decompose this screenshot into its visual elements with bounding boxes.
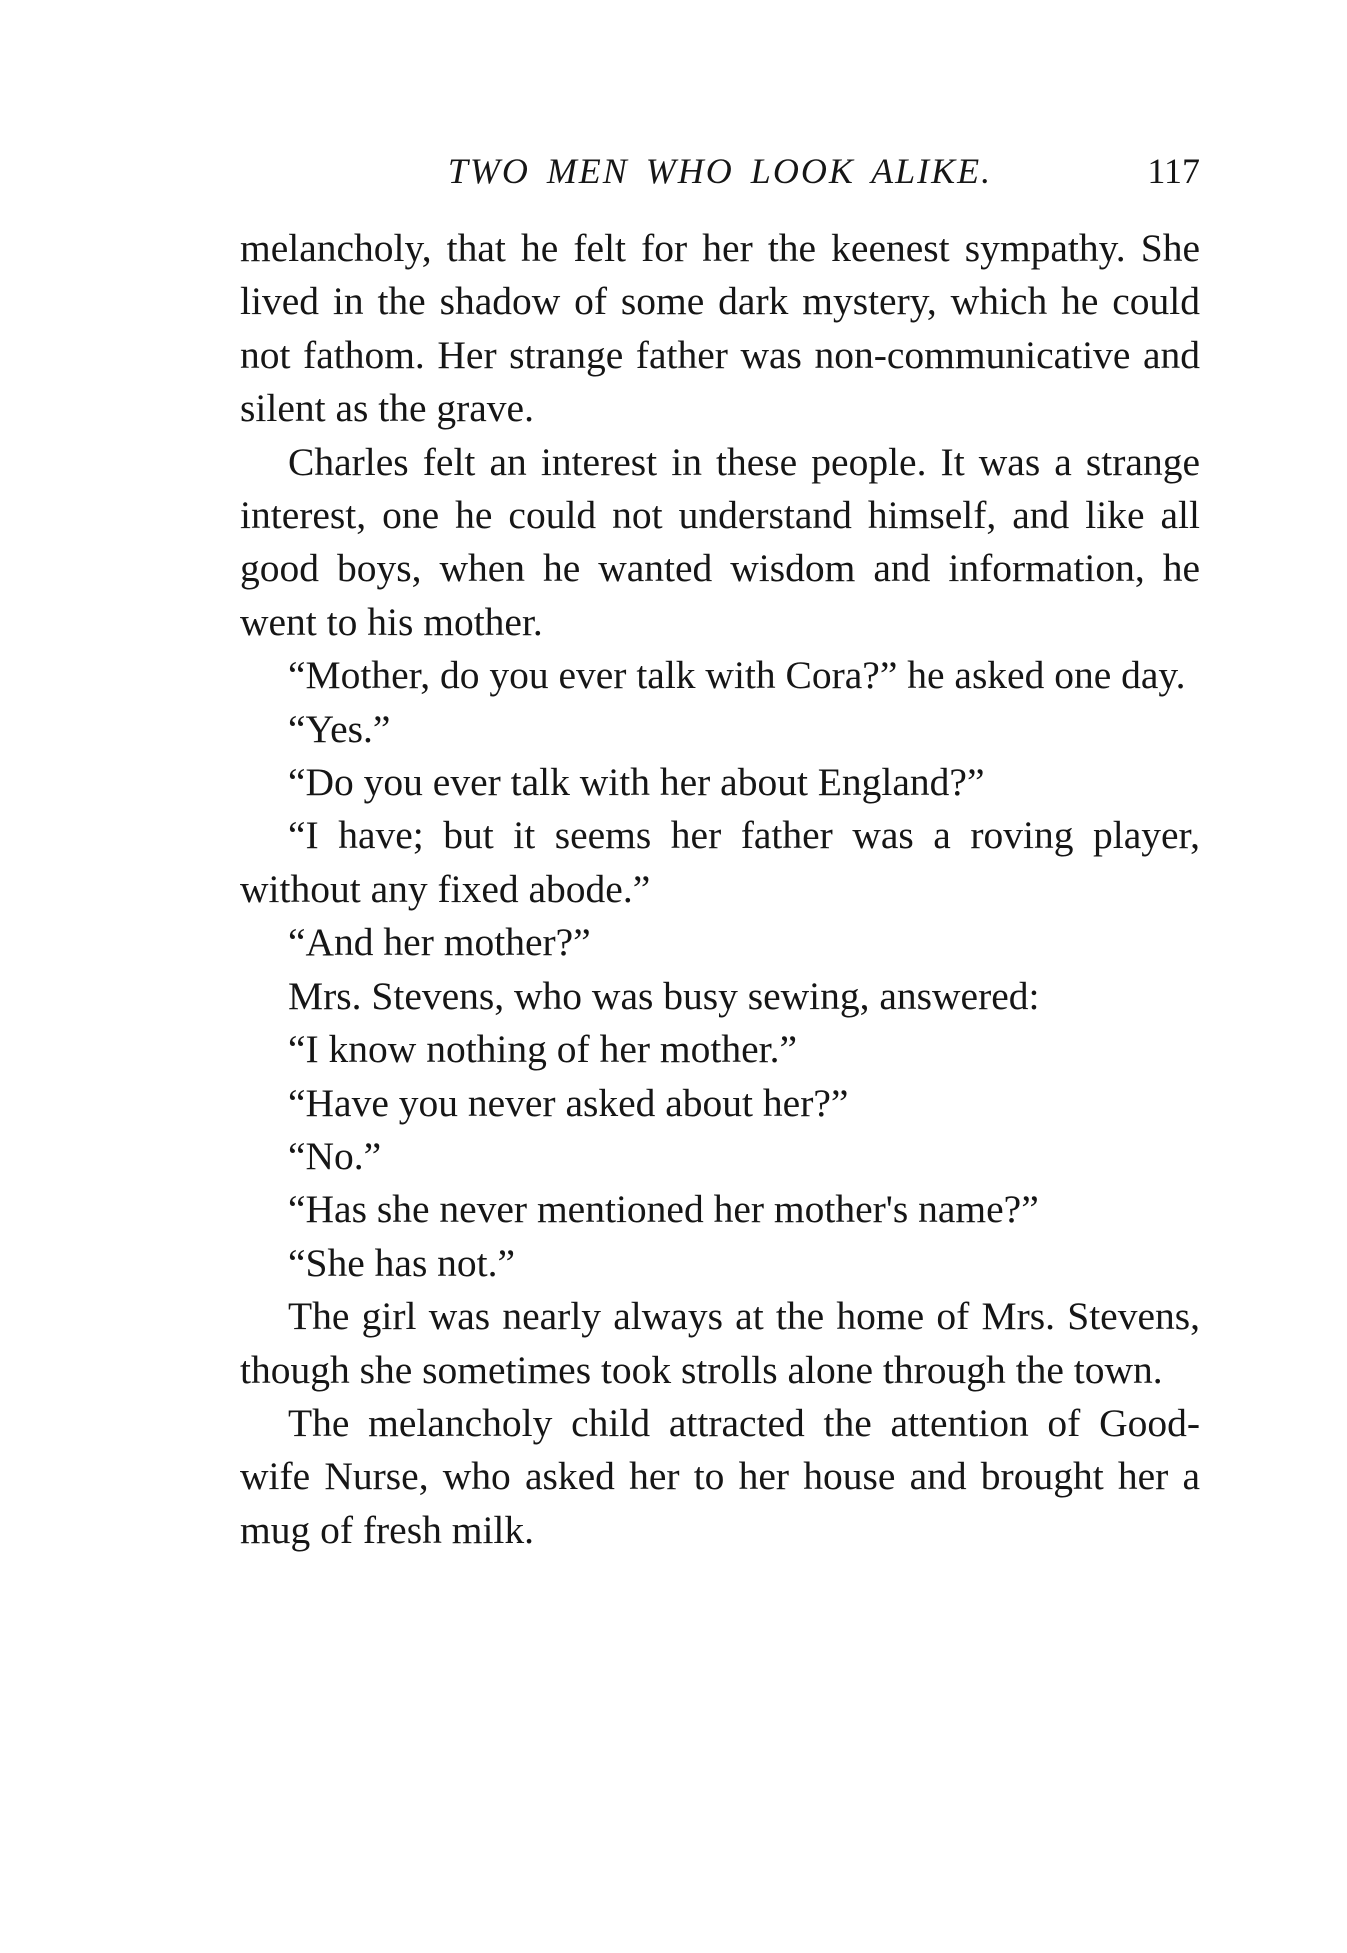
paragraph: “Mother, do you ever talk with Cora?” he asked one day. <box>288 653 1186 698</box>
paragraph: melancholy, that he felt for her the keenest sympathy. She lived in the shadow of some dark mystery, which he could not fathom. Her strange father was non-communicative and silent as the grave. <box>240 226 1200 431</box>
paragraph: “Has she never mentioned her mother's name?” <box>288 1187 1039 1232</box>
paragraph: “And her mother?” <box>288 920 591 965</box>
paragraph: “No.” <box>288 1133 382 1178</box>
page-number: 117 <box>1147 151 1200 191</box>
paragraph: Charles felt an interest in these people. It was a strange interest, one he could not understand himself, and like all good boys, when he wanted wisdom and information, he went to his mother. <box>240 439 1200 644</box>
paragraph: The melancholy child attracted the attention of Good-wife Nurse, who asked her to her house and brought her a mug of fresh milk. <box>240 1400 1200 1552</box>
paragraph: “Yes.” <box>288 706 391 751</box>
body-text <box>240 222 1200 1557</box>
paragraph: The girl was nearly always at the home of Mrs. Stevens, though she sometimes took strolls alone through the town. <box>240 1294 1200 1392</box>
paragraph: “I know nothing of her mother.” <box>288 1027 797 1072</box>
paragraph: Mrs. Stevens, who was busy sewing, answered: <box>288 973 1040 1018</box>
running-head <box>240 150 1200 194</box>
paragraph: “Have you never asked about her?” <box>288 1080 849 1125</box>
paragraph: “She has not.” <box>288 1240 516 1285</box>
paragraph: “I have; but it seems her father was a roving player, without any fixed abode.” <box>240 813 1200 911</box>
running-title: TWO MEN WHO LOOK ALIKE. <box>447 151 993 191</box>
paragraph: “Do you ever talk with her about England?” <box>288 760 985 805</box>
